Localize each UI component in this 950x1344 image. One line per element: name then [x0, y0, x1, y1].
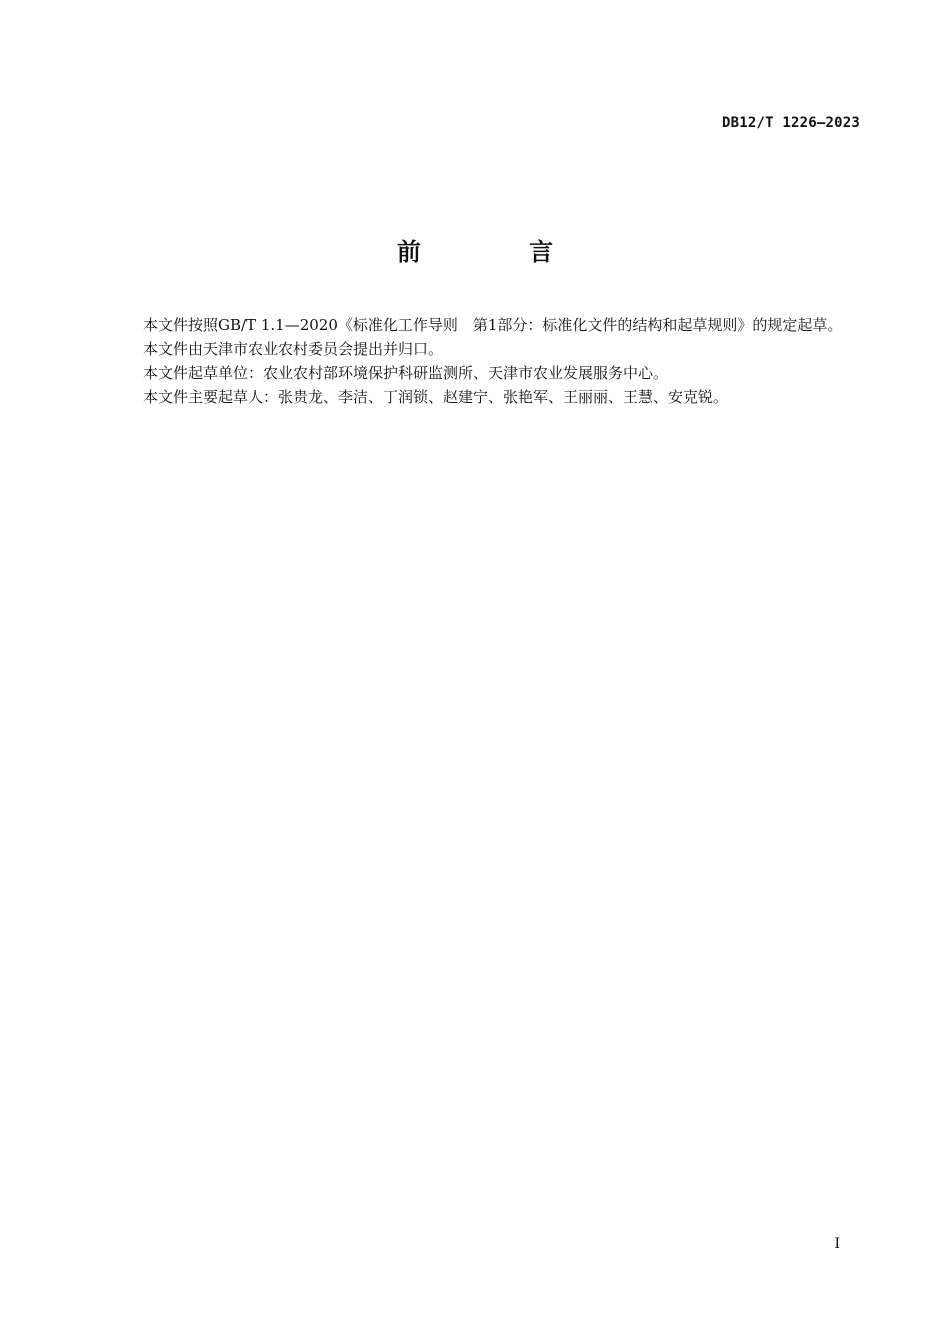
- foreword-body: [113, 313, 860, 409]
- page-number: I: [834, 1236, 840, 1252]
- paragraph-drafting-units: 本文件起草单位：农业农村部环境保护科研监测所、天津市农业发展服务中心。: [143, 364, 669, 382]
- paragraph-drafting-rules: 本文件按照GB/T 1.1—2020《标准化工作导则 第1部分：标准化文件的结构和起草规则》的规定起草。: [143, 316, 843, 334]
- paragraph-drafters: 本文件主要起草人：张贵龙、李洁、丁润锁、赵建宁、张艳军、王丽丽、王慧、安克锐。: [143, 388, 729, 406]
- paragraph-proposer: 本文件由天津市农业农村委员会提出并归口。: [143, 340, 444, 358]
- standard-code: DB12/T 1226—2023: [721, 115, 860, 131]
- page-title: 前 言: [396, 238, 604, 266]
